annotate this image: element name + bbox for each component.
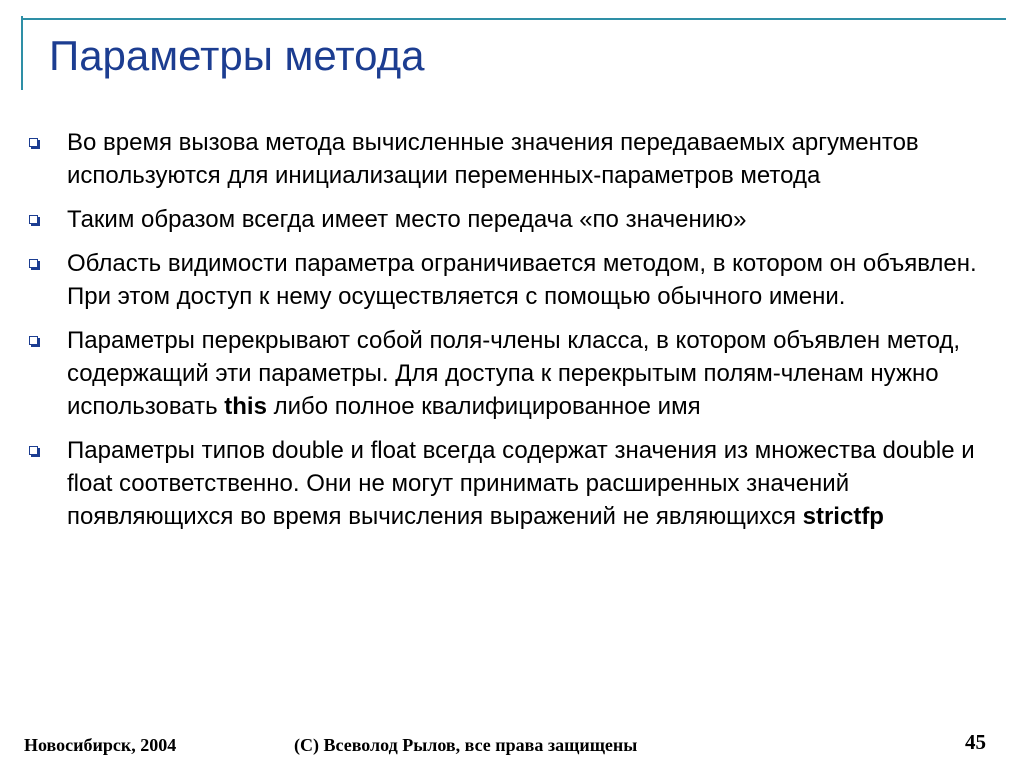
square-bullet-icon — [29, 446, 38, 455]
bullet-text: Область видимости параметра ограничивается методом, в котором он объявлен. При этом доступ к нему осуществляется с помощью обычного имени. — [67, 250, 977, 310]
bullet-item — [28, 324, 978, 423]
bullet-text-tail: либо полное квалифицированное имя — [266, 393, 701, 420]
square-bullet-icon — [29, 138, 38, 147]
square-bullet-icon — [29, 259, 38, 268]
accent-vertical-line — [21, 16, 23, 90]
square-bullet-icon — [29, 215, 38, 224]
footer-location: Новосибирск, 2004 — [24, 735, 177, 755]
bullet-item — [28, 434, 978, 533]
bullet-text: Параметры перекрывают собой поля-члены класса, в котором объявлен метод, содержащий эти параметры. Для доступа к перекрытым полям-членам нужно использовать — [67, 327, 961, 420]
bullet-text: Параметры типов double и float всегда содержат значения из множества double и float соответственно. Они не могут принимать расширенных значений появляющихся во время вычисления выражений не являющихся — [67, 437, 975, 530]
bullet-text: Во время вызова метода вычисленные значения передаваемых аргументов используются для инициализации переменных-параметров метода — [67, 129, 919, 189]
slide-title: Параметры метода — [49, 32, 425, 79]
keyword-strictfp: strictfp — [802, 503, 884, 530]
bullet-item — [28, 247, 978, 313]
bullet-item — [28, 126, 978, 192]
page-number: 45 — [965, 730, 986, 754]
footer-copyright: (C) Всеволод Рылов, все права защищены — [294, 735, 638, 755]
bullet-item — [28, 203, 978, 236]
square-bullet-icon — [29, 336, 38, 345]
accent-horizontal-line — [21, 18, 1006, 20]
bullet-text: Таким образом всегда имеет место передача «по значению» — [67, 206, 747, 233]
bullet-list — [28, 126, 978, 544]
keyword-this: this — [224, 393, 267, 420]
